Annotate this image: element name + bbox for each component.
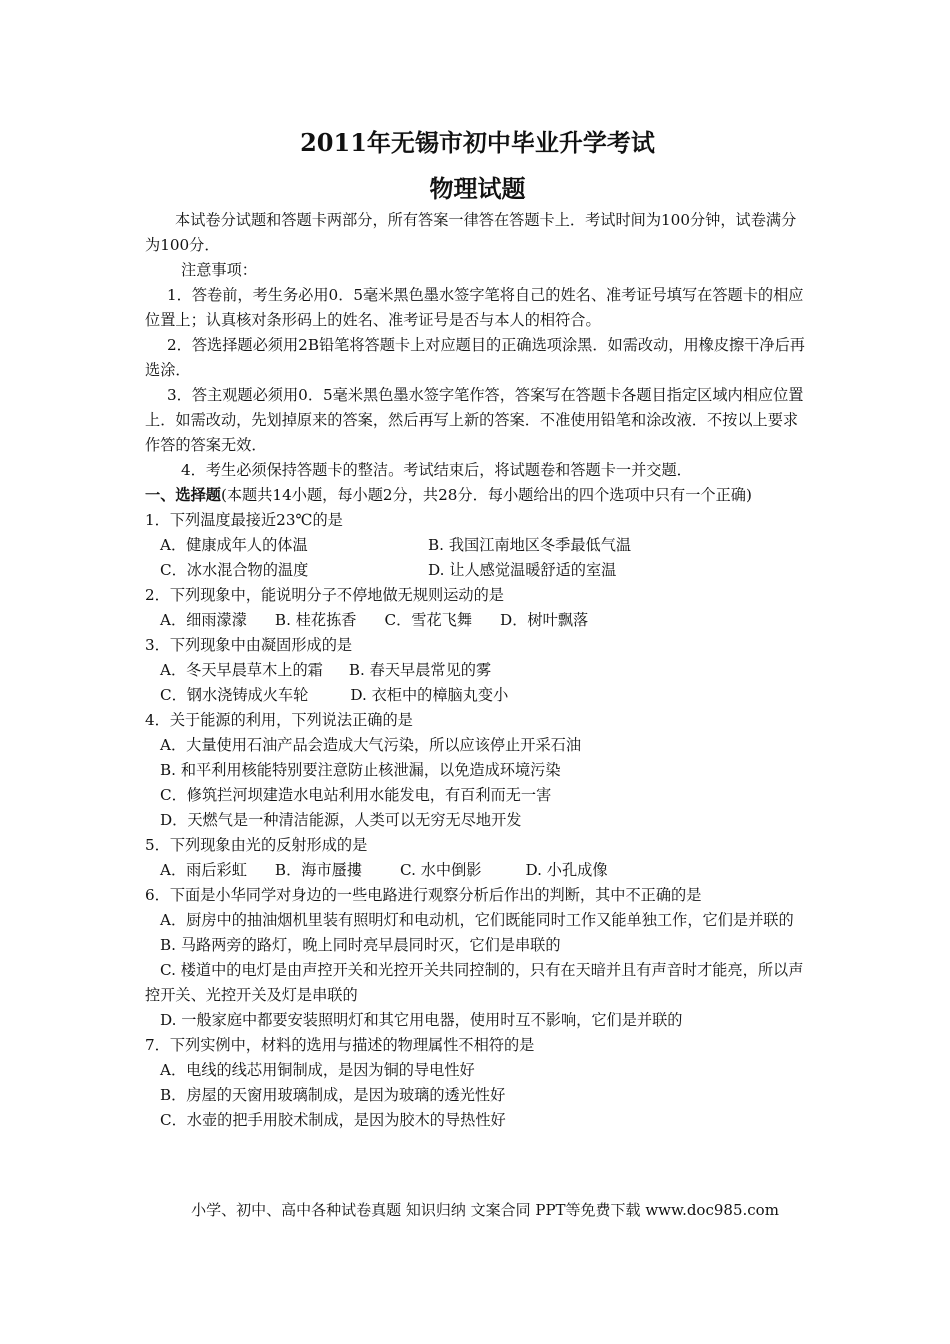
- section-heading: 一、选择题: [145, 486, 221, 504]
- option-row: [145, 658, 810, 683]
- option: C. 楼道中的电灯是由声控开关和光控开关共同控制的，只有在天暗并且有声音时才能亮，所以声控开关、光控开关及灯是串联的: [145, 961, 804, 1004]
- notice-item: 3．答主观题必须用0．5毫米黑色墨水签字笔作答，答案写在答题卡各题目指定区域内相应位置上．如需改动，先划掉原来的答案，然后再写上新的答案．不准使用铅笔和涂改液．不按以上要求作答的答案无效．: [145, 386, 804, 454]
- option: D．天燃气是一种清洁能源，人类可以无穷无尽地开发: [160, 811, 522, 829]
- question-stem: 6．下面是小华同学对身边的一些电路进行观察分析后作出的判断，其中不正确的是: [145, 886, 702, 904]
- question-stem: 4．关于能源的利用，下列说法正确的是: [145, 711, 413, 729]
- notice-title: 注意事项：: [181, 261, 257, 279]
- option-row: [145, 858, 810, 883]
- option-row: [145, 533, 810, 558]
- page-footer: 小学、初中、高中各种试卷真题 知识归纳 文案合同 PPT等免费下载 www.doc985.com: [191, 1201, 779, 1219]
- option: B. 桂花拣香: [274, 611, 357, 629]
- option: C. 水中倒影: [400, 861, 482, 879]
- option: D．树叶飘落: [500, 611, 589, 629]
- notice-item: 4．考生必须保持答题卡的整洁。考试结束后，将试题卷和答题卡一并交题．: [181, 461, 692, 479]
- option: B. 和平利用核能特别要注意防止核泄漏，以免造成环境污染: [160, 761, 561, 779]
- option: B. 春天早晨常见的雾: [348, 661, 492, 679]
- option: A．雨后彩虹: [160, 861, 247, 879]
- notice-item: 1．答卷前，考生务必用0．5毫米黑色墨水签字笔将自己的姓名、准考证号填写在答题卡的相应位置上；认真核对条形码上的姓名、准考证号是否与本人的相符合。: [145, 286, 804, 329]
- question-stem: 3．下列现象中由凝固形成的是: [145, 636, 353, 654]
- exam-page: [145, 128, 810, 1133]
- option: B．房屋的天窗用玻璃制成，是因为玻璃的透光性好: [160, 1086, 506, 1104]
- option: A．大量使用石油产品会造成大气污染，所以应该停止开采石油: [160, 736, 582, 754]
- option: A．冬天早晨草木上的霜: [160, 661, 323, 679]
- option: B．海市蜃摟: [274, 861, 363, 879]
- question-stem: 7．下列实例中，材料的选用与描述的物理属性不相符的是: [145, 1036, 535, 1054]
- question-stem: 2．下列现象中，能说明分子不停地做无规则运动的是: [145, 586, 504, 604]
- option: A．健康成年人的体温: [160, 536, 308, 554]
- option: D. 衣柜中的樟脑丸变小: [350, 686, 509, 704]
- option: D. 一般家庭中都要安装照明灯和其它用电器，使用时互不影响，它们是并联的: [160, 1011, 683, 1029]
- notice-item: 2．答选择题必须用2B铅笔将答题卡上对应题目的正确选项涂黑．如需改动，用橡皮擦干净后再选涂．: [145, 336, 805, 379]
- option: C．雪花飞舞: [384, 611, 473, 629]
- page-subtitle: 物理试题: [429, 174, 526, 203]
- option-row: [145, 608, 810, 633]
- option: C．水壶的把手用胶术制成，是因为胶木的导热性好: [160, 1111, 506, 1129]
- option: A．细雨濛濛: [160, 611, 247, 629]
- option: A．电线的线芯用铜制成，是因为铜的导电性好: [160, 1061, 475, 1079]
- option: C．钢水浇铸成火车轮: [160, 686, 309, 704]
- option: D. 小孔成像: [525, 861, 608, 879]
- option: B. 我国江南地区冬季最低气温: [428, 536, 632, 554]
- option: C．冰水混合物的温度: [160, 561, 309, 579]
- option: A．厨房中的抽油烟机里装有照明灯和电动机，它们既能同时工作又能单独工作，它们是并联的: [160, 911, 794, 929]
- question-stem: 5．下列现象由光的反射形成的是: [145, 836, 368, 854]
- section-header: [145, 483, 810, 508]
- option-row: [145, 558, 810, 583]
- option: D. 让人感觉温暖舒适的室温: [428, 561, 617, 579]
- option-row: [145, 683, 810, 708]
- page-title: 2011年无锡市初中毕业升学考试: [300, 128, 655, 157]
- intro-paragraph: 本试卷分试题和答题卡两部分，所有答案一律答在答题卡上．考试时间为100分钟，试卷满分为100分．: [145, 211, 797, 254]
- question-stem: 1．下列温度最接近23℃的是: [145, 511, 343, 529]
- option: B. 马路两旁的路灯，晚上同时亮早晨同时灭，它们是串联的: [160, 936, 561, 954]
- option: C．修筑拦河坝建造水电站利用水能发电，有百利而无一害: [160, 786, 552, 804]
- section-description: (本题共14小题，每小题2分，共28分．每小题给出的四个选项中只有一个正确): [220, 486, 752, 504]
